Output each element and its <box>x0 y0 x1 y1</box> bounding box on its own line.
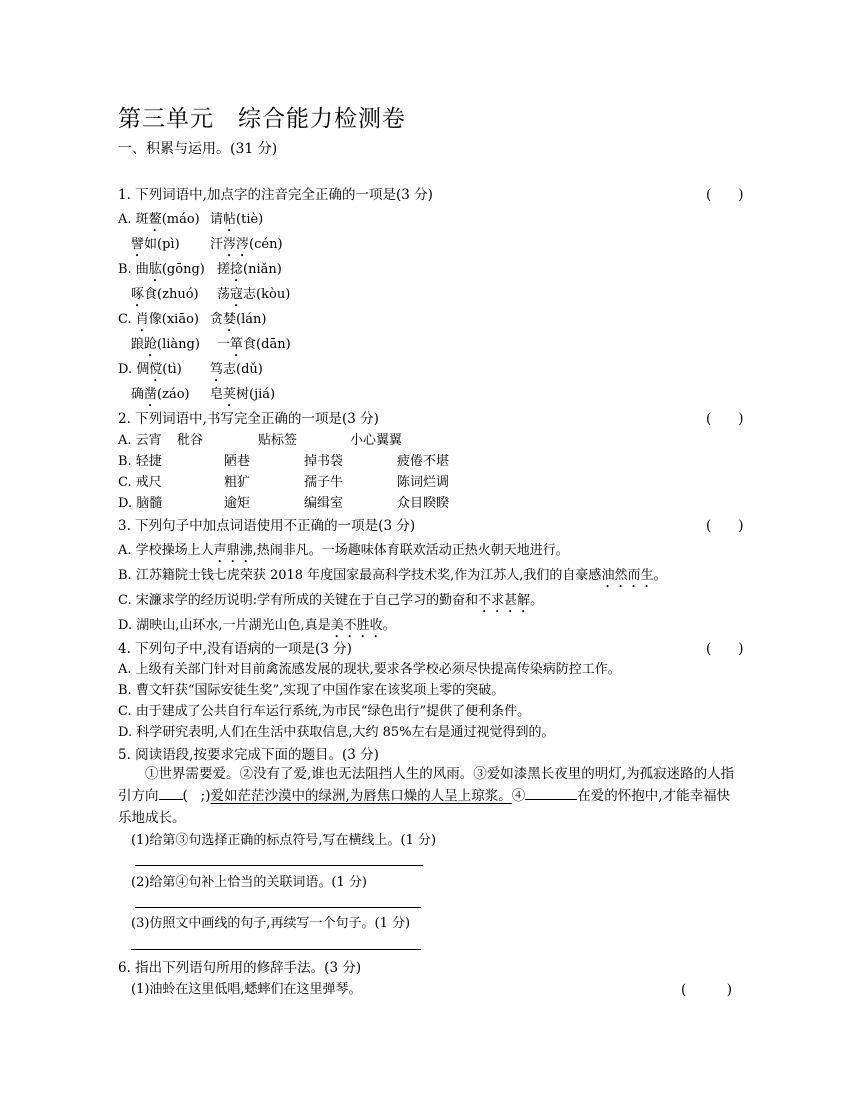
q5-sub3-answer-line[interactable] <box>131 949 421 950</box>
q1-option-b-line1: B. 曲肱(gōng) <box>118 262 205 277</box>
q5-punctuation-blank[interactable] <box>159 785 183 800</box>
q1-option-c-line1: C. 肖像(xiāo) <box>118 312 199 327</box>
q5-sub2: (2)给第④句补上恰当的关联词语。(1 分) <box>131 875 367 890</box>
q1-answer-bracket[interactable]: ( ) <box>706 187 744 203</box>
q2-option-b-label: B. 轻捷 <box>118 454 162 469</box>
page-title: 第三单元 综合能力检测卷 <box>118 106 406 132</box>
q4-option-a: A. 上级有关部门针对目前禽流感发展的现状,要求各学校必须尽快提高传染病防控工作。 <box>118 662 621 677</box>
q4-option-c: C. 由于建成了公共自行车运行系统,为市民“绿色出行”提供了便利条件。 <box>118 704 531 719</box>
q2-option-d-word3: 编缉室 <box>304 496 344 511</box>
q1-option-c-line2: 踉跄(liàng) <box>131 337 200 352</box>
q2-answer-bracket[interactable]: ( ) <box>706 411 744 427</box>
q1-option-b-word2: 搓捻(niǎn) <box>217 262 282 277</box>
q6-answer-bracket[interactable]: ( ) <box>681 982 733 998</box>
q1-stem: 1. 下列词语中,加点字的注音完全正确的一项是(3 分) <box>118 187 433 203</box>
q1-option-d-word4: 皂荚树(jiá) <box>210 387 276 402</box>
q3-option-a: A. 学校操场上人声鼎沸,热闹非凡。一场趣味体育联欢活动正热火朝天地进行。 <box>118 543 569 558</box>
q4-stem: 4. 下列句子中,没有语病的一项是(3 分) <box>118 641 352 657</box>
q4-answer-bracket[interactable]: ( ) <box>706 641 744 657</box>
q5-stem: 5. 阅读语段,按要求完成下面的题目。(3 分) <box>118 747 379 763</box>
q2-option-d-word2: 逾矩 <box>224 496 251 511</box>
q5-underlined-sentence: 爱如茫茫沙漠中的绿洲,为唇焦口燥的人呈上琼浆。 <box>210 788 512 804</box>
q2-option-c-word3: 孺子牛 <box>304 475 344 490</box>
q2-option-c-label: C. 戒尺 <box>118 475 162 490</box>
q2-option-b-word3: 掉书袋 <box>304 454 344 469</box>
q1-option-a-word4: 汗涔涔(cén) <box>210 237 283 252</box>
q6-sub1: (1)油蛉在这里低唱,蟋蟀们在这里弹琴。 <box>131 982 362 997</box>
q2-stem: 2. 下列词语中,书写完全正确的一项是(3 分) <box>118 411 379 427</box>
q2-option-b-word4: 疲倦不堪 <box>397 454 450 469</box>
q2-option-d-label: D. 脑髓 <box>118 496 163 511</box>
q5-conjunction-blank[interactable] <box>525 785 577 800</box>
q2-option-c-word2: 粗犷 <box>224 475 251 490</box>
q1-option-a-line2: 譬如(pì) <box>131 237 180 252</box>
section-heading: 一、积累与运用。(31 分) <box>118 141 278 157</box>
q3-stem: 3. 下列句子中加点词语使用不正确的一项是(3 分) <box>118 518 416 534</box>
q3-option-c: C. 宋濂求学的经历说明:学有所成的关键在于自己学习的勤奋和不求甚解。 <box>118 593 544 608</box>
q3-option-d: D. 湖映山,山环水,一片湖光山色,真是美不胜收。 <box>118 618 396 633</box>
q4-option-d: D. 科学研究表明,人们在生活中获取信息,大约 85%左右是通过视觉得到的。 <box>118 725 555 740</box>
q1-option-c-word4: 一箪食(dān) <box>217 337 291 352</box>
q3-answer-bracket[interactable]: ( ) <box>706 518 744 534</box>
q5-sub1: (1)给第③句选择正确的标点符号,写在横线上。(1 分) <box>131 833 437 848</box>
q2-option-b-word2: 陋巷 <box>224 454 251 469</box>
q4-option-b: B. 曹文轩获“国际安徒生奖”,实现了中国作家在该奖项上零的突破。 <box>118 683 505 698</box>
q1-option-c-word2: 贪婪(lán) <box>210 312 267 327</box>
q5-sub2-answer-line[interactable] <box>135 907 421 908</box>
q2-option-d-word4: 众目睽睽 <box>397 496 450 511</box>
q2-option-a-word4: 小心翼翼 <box>350 433 403 448</box>
q5-sub1-answer-line[interactable] <box>135 865 423 866</box>
q1-option-d-word2: 笃志(dǔ) <box>210 362 263 377</box>
q2-option-c-word4: 陈词烂调 <box>397 475 450 490</box>
q1-option-d-line2: 确凿(záo) <box>131 387 190 402</box>
q1-option-a-word2: 请帖(tiè) <box>210 212 264 227</box>
q6-stem: 6. 指出下列语句所用的修辞手法。(3 分) <box>118 960 362 976</box>
q5-sub3: (3)仿照文中画线的句子,再续写一个句子。(1 分) <box>131 916 411 931</box>
q2-option-a-word3: 贴标签 <box>258 433 298 448</box>
q5-passage: ①世界需要爱。②没有了爱,谁也无法阻挡人生的风雨。③爱如漆黑长夜里的明灯,为孤寂迷路的人指引方向 ( ;)爱如茫茫沙漠中的绿洲,为唇焦口燥的人呈上琼浆。④ 在爱的怀抱中,才能幸福快乐地成长。 <box>118 766 735 826</box>
q2-option-a-word2: 秕谷 <box>177 433 204 448</box>
q1-option-b-word4: 荡寇志(kòu) <box>217 287 291 302</box>
q1-option-b-line2: 啄食(zhuó) <box>131 287 199 302</box>
q3-option-b: B. 江苏籍院士钱七虎荣获 2018 年度国家最高科学技术奖,作为江苏人,我们的自豪感油然而生。 <box>118 568 667 583</box>
q1-option-d-line1: D. 倜傥(tì) <box>118 362 182 377</box>
q2-option-a-label: A. 云宵 <box>118 433 162 448</box>
q1-option-a-line1: A. 斑鳌(máo) <box>118 212 200 227</box>
